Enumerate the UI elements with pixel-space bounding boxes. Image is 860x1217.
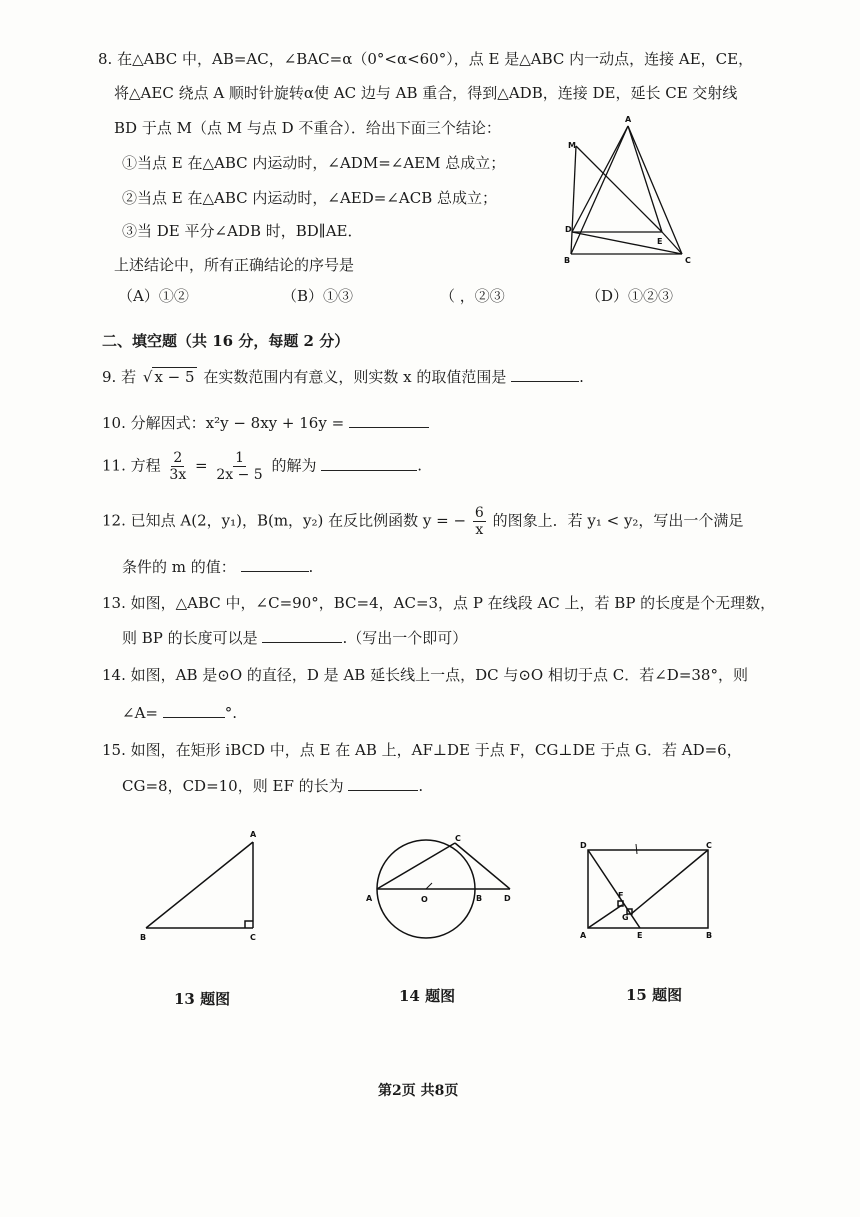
q12-end: . (308, 558, 314, 576)
fig13-triangle (136, 826, 266, 946)
q8-label-a: A (625, 115, 632, 124)
fig15-label-e: E (637, 931, 643, 940)
fig13-label-a: A (250, 830, 257, 839)
q13-end: .（写出一个即可） (342, 629, 468, 647)
q9-post: 在实数范围内有意义，则实数 x 的取值范围是 (203, 368, 507, 386)
fig14-label-o: O (421, 895, 428, 904)
q12-line2 (122, 556, 313, 577)
q8-option-b: （B）①③ (282, 287, 354, 305)
q15-line2-text: CG=8，CD=10，则 EF 的长为 (122, 777, 344, 795)
q8-figure (556, 110, 706, 270)
q14-answer-blank[interactable] (163, 703, 225, 718)
q11-answer-blank[interactable] (321, 456, 417, 471)
q12-fraction (473, 505, 486, 538)
q8-conclusion-3: ③当 DE 平分∠ADB 时，BD∥AE． (122, 222, 363, 240)
q8-label-d: D (565, 225, 572, 234)
fig15-caption: 15 题图 (626, 986, 683, 1004)
q8-label-c: C (685, 256, 691, 265)
fig15-label-c: C (706, 841, 712, 850)
fig13-label-b: B (140, 933, 147, 942)
q10-text: 10. 分解因式：x²y − 8xy + 16y = (102, 414, 345, 432)
q8-question: 上述结论中，所有正确结论的序号是 (114, 256, 355, 274)
q11-end: . (417, 456, 423, 475)
fig14-circle (360, 830, 520, 950)
fig15-label-b: B (706, 931, 713, 940)
section-heading: 二、填空题（共 16 分，每题 2 分） (102, 332, 350, 350)
q12-den: x (475, 522, 484, 538)
q9 (102, 366, 584, 387)
fig15-label-d: D (580, 841, 587, 850)
q9-sqrt: √ x − 5 (142, 368, 195, 386)
q11-num1: 2 (173, 450, 183, 466)
q12-post: 的图象上．若 y₁ < y₂，写出一个满足 (492, 511, 744, 530)
q11-den1: 3x (169, 467, 187, 483)
q8-option-d: （D）①②③ (586, 287, 674, 305)
q15-answer-blank[interactable] (348, 776, 418, 791)
q12-pre: 12. 已知点 A(2，y₁)，B(m，y₂) 在反比例函数 y = − (102, 511, 467, 530)
q11-equals: = (195, 456, 208, 475)
q11-post: 的解为 (271, 456, 317, 475)
q14-line2 (122, 703, 237, 722)
q15-line1: 15. 如图，在矩形 iBCD 中，点 E 在 AB 上，AF⊥DE 于点 F，CG⊥DE 于点 G．若 AD=6， (102, 741, 742, 759)
fig14-label-c: C (455, 834, 461, 843)
fig13-label-c: C (250, 933, 256, 942)
fig14-label-a: A (366, 894, 373, 903)
q11-den2: 2x − 5 (216, 467, 263, 483)
q13-line2 (122, 627, 467, 648)
q8-label-e: E (657, 237, 663, 246)
q9-pre: 9. 若 (102, 368, 137, 386)
q9-end: . (579, 368, 584, 386)
fig15-label-g: G (622, 913, 629, 922)
fig13-caption: 13 题图 (174, 990, 231, 1008)
q11-fraction-right (214, 450, 264, 483)
q8-line2: 将△AEC 绕点 A 顺时针旋转α使 AC 边与 AB 重合，得到△ADB，连接 DE，延长 CE 交射线 (114, 84, 738, 102)
q13-line1: 13. 如图，△ABC 中，∠C=90°，BC=4，AC=3，点 P 在线段 AC 上，若 BP 的长度是个无理数， (102, 594, 776, 612)
q11-fraction-left (167, 450, 188, 483)
q9-radicand: x − 5 (154, 368, 195, 386)
q11 (102, 450, 422, 483)
q8-label-b: B (564, 256, 571, 265)
q9-answer-blank[interactable] (511, 367, 579, 382)
fig14-label-d: D (504, 894, 511, 903)
q13-line2-text: 则 BP 的长度可以是 (122, 629, 258, 647)
q13-answer-blank[interactable] (262, 628, 342, 643)
q11-num2: 1 (235, 450, 244, 466)
q8-line3: BD 于点 M（点 M 与点 D 不重合）．给出下面三个结论： (114, 119, 501, 137)
q15-line2 (122, 775, 423, 796)
q14-line1: 14. 如图，AB 是⊙O 的直径，D 是 AB 延长线上一点，DC 与⊙O 相切于点 C．若∠D=38°，则 (102, 666, 748, 684)
fig14-caption: 14 题图 (399, 987, 456, 1005)
q8-label-m: M (568, 141, 576, 150)
fig15-label-f: F (618, 891, 624, 900)
q12-num: 6 (474, 505, 484, 521)
q14-end: °. (224, 704, 238, 722)
q12-line1 (102, 505, 743, 538)
q14-line2-text: ∠A= (122, 704, 158, 722)
fig15-label-a: A (580, 931, 587, 940)
q11-pre: 11. 方程 (102, 456, 161, 475)
q8-conclusion-2: ②当点 E 在△ABC 内运动时，∠AED=∠ACB 总成立； (122, 189, 498, 207)
q8-option-a: （A）①② (118, 287, 189, 305)
q15-end: . (418, 777, 424, 795)
q8-option-c: （ ，②③ (440, 287, 505, 305)
page-footer: 第2页 共8页 (378, 1083, 459, 1099)
fig15-rectangle (574, 834, 724, 944)
q10 (102, 412, 429, 433)
q8-line1: 8. 在△ABC 中，AB=AC，∠BAC=α（0°<α<60°），点 E 是△ABC 内一动点，连接 AE，CE， (98, 50, 754, 68)
q12-line2-text: 条件的 m 的值： (122, 558, 236, 576)
q8-conclusion-1: ①当点 E 在△ABC 内运动时，∠ADM=∠AEM 总成立； (122, 154, 506, 172)
fig14-label-b: B (476, 894, 483, 903)
q12-answer-blank[interactable] (241, 557, 309, 572)
q10-answer-blank[interactable] (349, 413, 429, 428)
